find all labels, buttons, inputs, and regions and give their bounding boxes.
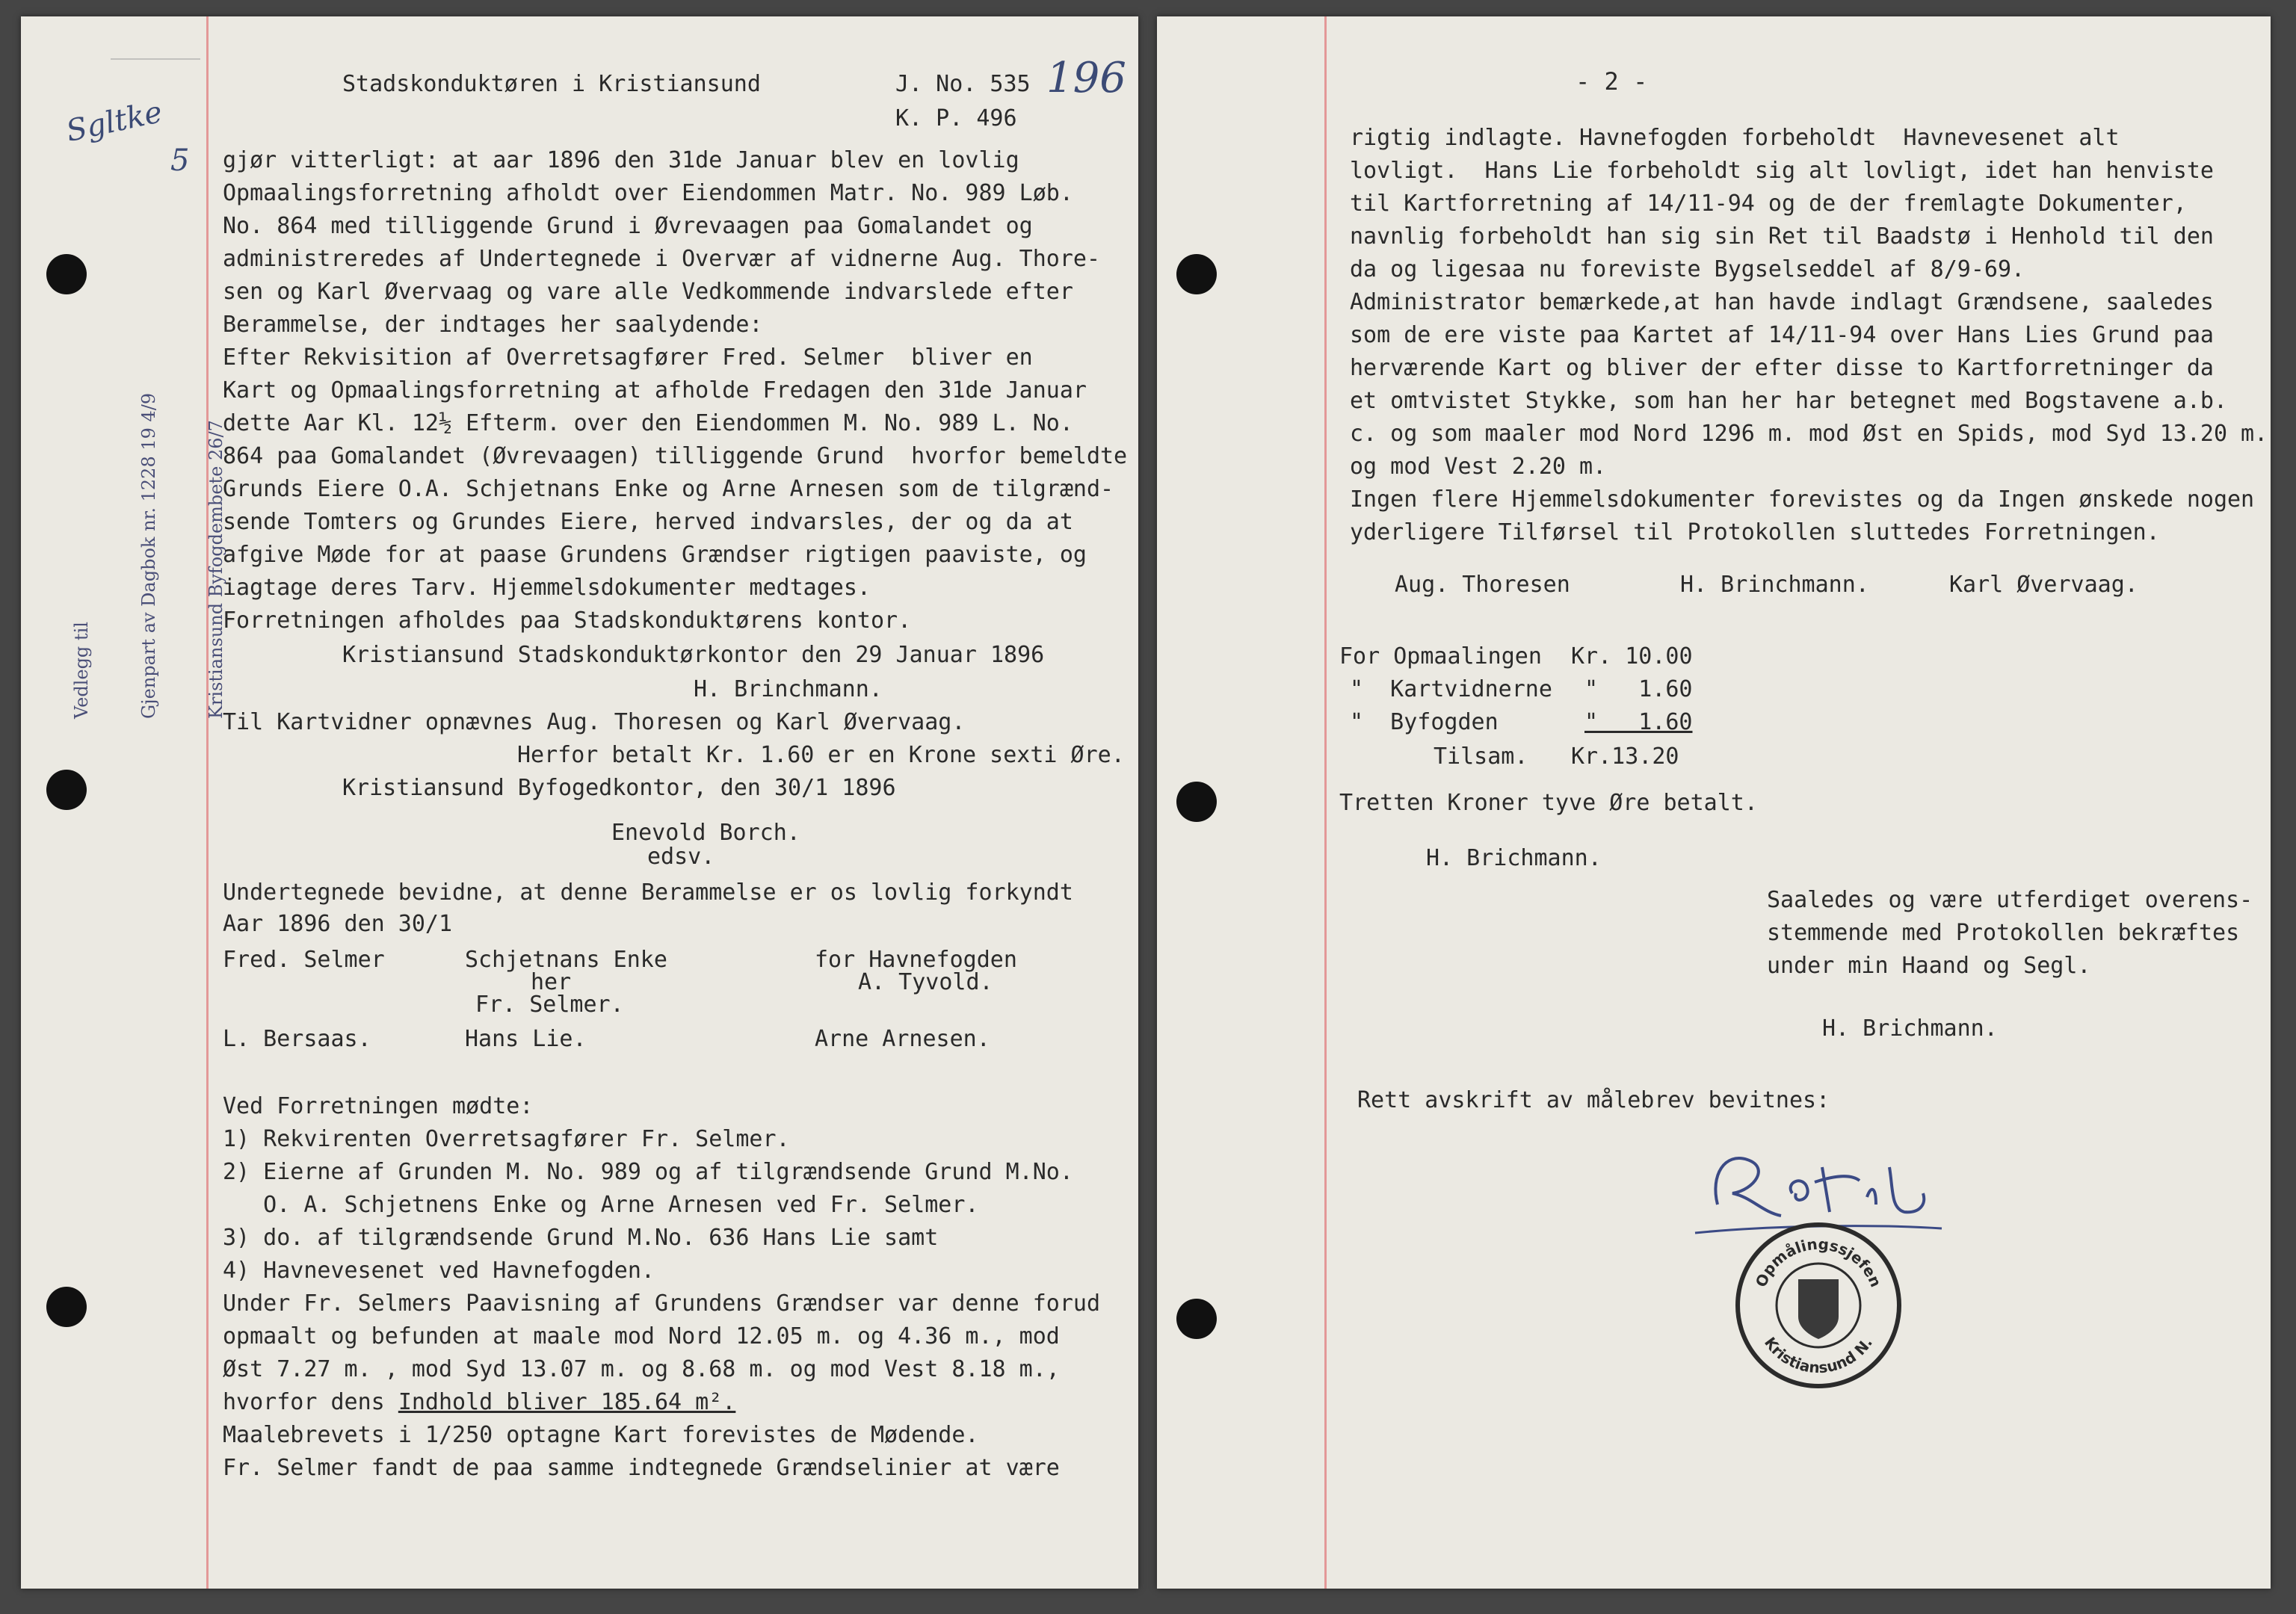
punch-hole [1176,1299,1217,1339]
confirm-line: Aar 1896 den 30/1 [223,911,453,937]
punch-hole [46,770,87,810]
body-line: som de ere viste paa Kartet af 14/11-94 over Hans Lies Grund paa [1350,322,2214,348]
body-line: gjør vitterligt: at aar 1896 den 31de Januar blev en lovlig [223,147,1019,173]
seal-text-top: Opmålingssjefen [1751,1234,1886,1290]
signature-hans-lie: Hans Lie. [465,1026,587,1052]
attendee-line: O. A. Schjetnens Enke og Arne Arnesen ved Fr. Selmer. [223,1192,979,1218]
margin-rule [206,16,209,1589]
attendee-line: 1) Rekvirenten Overretsagfører Fr. Selmer. [223,1126,790,1152]
body-line: da og ligesaa nu foreviste Bygselseddel af 8/9-69. [1350,256,2025,282]
body-line: og mod Vest 2.20 m. [1350,454,1607,480]
punch-hole [46,1287,87,1327]
page-number: - 2 - [1576,67,1648,96]
attendee-line: 4) Havnevesenet ved Havnefogden. [223,1258,655,1284]
punch-hole [1176,254,1217,294]
body-line: iagtage deres Tarv. Hjemmelsdokumenter medtages. [223,575,871,601]
body-line: 864 paa Gomalandet (Øvrevaagen) tilliggende Grund hvorfor bemeldte [223,443,1128,469]
body-line: lovligt. Hans Lie forbeholdt sig alt lovligt, idet han henviste [1350,158,2214,184]
body-line: sen og Karl Øvervaag og vare alle Vedkommende indvarslede efter [223,279,1073,305]
body-line: dette Aar Kl. 12½ Efterm. over den Eiendommen M. No. 989 L. No. [223,410,1073,436]
signature-her: her [531,969,572,995]
right-page [1157,16,2271,1589]
attendees-intro: Ved Forretningen mødte: [223,1093,534,1119]
signature-overvaag: Karl Øvervaag. [1949,572,2138,598]
byfoged-line: Kristiansund Byfogedkontor, den 30/1 1896 [342,775,896,801]
margin-stamp-line2: Gjenpart av Dagbok nr. 1228 19 4/9 [138,392,159,719]
signer-brichmann: H. Brichmann. [1426,845,1602,871]
attendee-line: 3) do. af tilgrændsende Grund M.No. 636 Hans Lie samt [223,1225,939,1251]
margin-note-top: Sgltke [63,95,166,149]
confirm-line: Undertegnede bevidne, at denne Berammelse er os lovlig forkyndt [223,879,1073,906]
body-line: c. og som maaler mod Nord 1296 m. mod Øst en Spids, mod Syd 13.20 m. [1350,421,2268,447]
body-line: Berammelse, der indtages her saalydende: [223,312,763,338]
left-page [21,16,1138,1589]
body-line: Kart og Opmaalingsforretning at afholde Fredagen den 31de Januar [223,377,1087,404]
header-rule [111,58,200,60]
punch-hole [1176,782,1217,822]
body-line: sende Tomters og Grundes Eiere, herved indvarsles, der og da at [223,509,1073,535]
fee-total-label: Tilsam. [1434,743,1528,770]
attendee-line: 2) Eierne af Grunden M. No. 989 og af tilgrændsende Grund M.No. [223,1159,1073,1185]
signature-tyvold: A. Tyvold. [858,969,993,995]
signature-fr-selmer: Fr. Selmer. [475,992,624,1018]
area-value: Indhold bliver 185.64 m². [398,1389,736,1415]
certify-line: Saaledes og være utferdiget overens- [1767,887,2253,913]
signature-brinchmann: H. Brinchmann. [1680,572,1869,598]
signer-brinchmann: H. Brinchmann. [694,676,883,702]
margin-stamp-line3: Kristiansund Byfogdembete 26/7 [206,420,226,719]
body-line: et omtvistet Stykke, som han her har betegnet med Bogstavene a.b. [1350,388,2227,414]
signer-borch: Enevold Borch. [611,820,800,846]
seal-text-bottom: Kristiansund N. [1760,1333,1876,1377]
body-line: til Kartforretning af 14/11-94 og de der fremlagte Dokumenter, [1350,191,2187,217]
closing-line: Maalebrevets i 1/250 optagne Kart forevistes de Mødende. [223,1422,979,1448]
measure-line: Øst 7.27 m. , mod Syd 13.07 m. og 8.68 m. og mod Vest 8.18 m., [223,1356,1060,1382]
copy-certified: Rett avskrift av målebrev bevitnes: [1357,1087,1830,1113]
header-title: Stadskonduktøren i Kristiansund [342,71,761,97]
fee-value: Kr. 10.00 [1571,643,1693,670]
closing-line: Fr. Selmer fandt de paa samme indtegnede Grændselinier at være [223,1455,1060,1481]
body-line: afgive Møde for at paase Grundens Grændser rigtigen paaviste, og [223,542,1087,568]
header-kp: K. P. 496 [895,105,1017,132]
witness-line: Til Kartvidner opnævnes Aug. Thoresen og Karl Øvervaag. [223,709,966,735]
signature-bersaas: L. Bersaas. [223,1026,371,1052]
measure-line: Under Fr. Selmers Paavisning af Grundens Grændser var denne forud [223,1290,1100,1317]
measure-line: opmaalt og befunden at maale mod Nord 12.05 m. og 4.36 m., mod [223,1323,1060,1349]
paid-line: Herfor betalt Kr. 1.60 er en Krone sexti Øre. [517,742,1125,768]
fee-total-value: Kr.13.20 [1571,743,1679,770]
body-line: Administrator bemærkede,at han havde indlagt Grændsene, saaledes [1350,289,2214,315]
fee-label: For Opmaalingen [1339,643,1542,670]
header-jno: J. No. 535 [895,71,1031,97]
official-seal [1732,1219,1904,1391]
certify-line: stemmende med Protokollen bekræftes [1767,920,2240,946]
certify-signer: H. Brichmann. [1822,1015,1998,1042]
body-line: Grunds Eiere O.A. Schjetnans Enke og Arne Arnesen som de tilgrænd- [223,476,1114,502]
paid-text: Tretten Kroner tyve Øre betalt. [1339,790,1758,816]
body-line: herværende Kart og bliver der efter disse to Kartforretninger da [1350,355,2214,381]
dated-line: Kristiansund Stadskonduktørkontor den 29 Januar 1896 [342,642,1045,668]
body-line: Forretningen afholdes paa Stadskonduktørens kontor. [223,607,912,634]
body-line: yderligere Tilførsel til Protokollen sluttedes Forretningen. [1350,519,2160,545]
body-line: Ingen flere Hjemmelsdokumenter forevistes og da Ingen ønskede nogen [1350,486,2255,513]
signature-selmer: Fred. Selmer [223,947,385,973]
area-prefix: hvorfor dens [223,1389,398,1415]
margin-stamp-line1: Vedlegg til [71,622,92,719]
certify-line: under min Haand og Segl. [1767,953,2091,979]
body-line: Efter Rekvisition af Overretsagfører Fred. Selmer bliver en [223,344,1033,371]
body-line: rigtig indlagte. Havnefogden forbeholdt Havnevesenet alt [1350,125,2120,151]
signature-havnefogden: for Havnefogden [815,947,1017,973]
body-line: administreredes af Undertegnede i Overvær af vidnerne Aug. Thore- [223,246,1100,272]
margin-note-number: 5 [170,143,190,178]
fee-label: " Byfogden [1350,709,1499,735]
fee-label: " Kartvidnerne [1350,676,1552,702]
margin-rule [1324,16,1327,1589]
signature-schjetnans-enke: Schjetnans Enke [465,947,667,973]
body-line: navnlig forbeholdt han sig sin Ret til Baadstø i Henhold til den [1350,223,2214,250]
signer-borch-title: edsv. [647,844,715,870]
punch-hole [46,254,87,294]
area-line [223,1390,735,1415]
fee-value: " 1.60 [1584,676,1693,702]
signature-arne-arnesen: Arne Arnesen. [815,1026,990,1052]
handwritten-number: 196 [1046,54,1126,102]
body-line: Opmaalingsforretning afholdt over Eiendommen Matr. No. 989 Løb. [223,180,1073,206]
signature-thoresen: Aug. Thoresen [1395,572,1570,598]
fee-value: " 1.60 [1584,709,1693,735]
body-line: No. 864 med tilliggende Grund i Øvrevaagen paa Gomalandet og [223,213,1033,239]
